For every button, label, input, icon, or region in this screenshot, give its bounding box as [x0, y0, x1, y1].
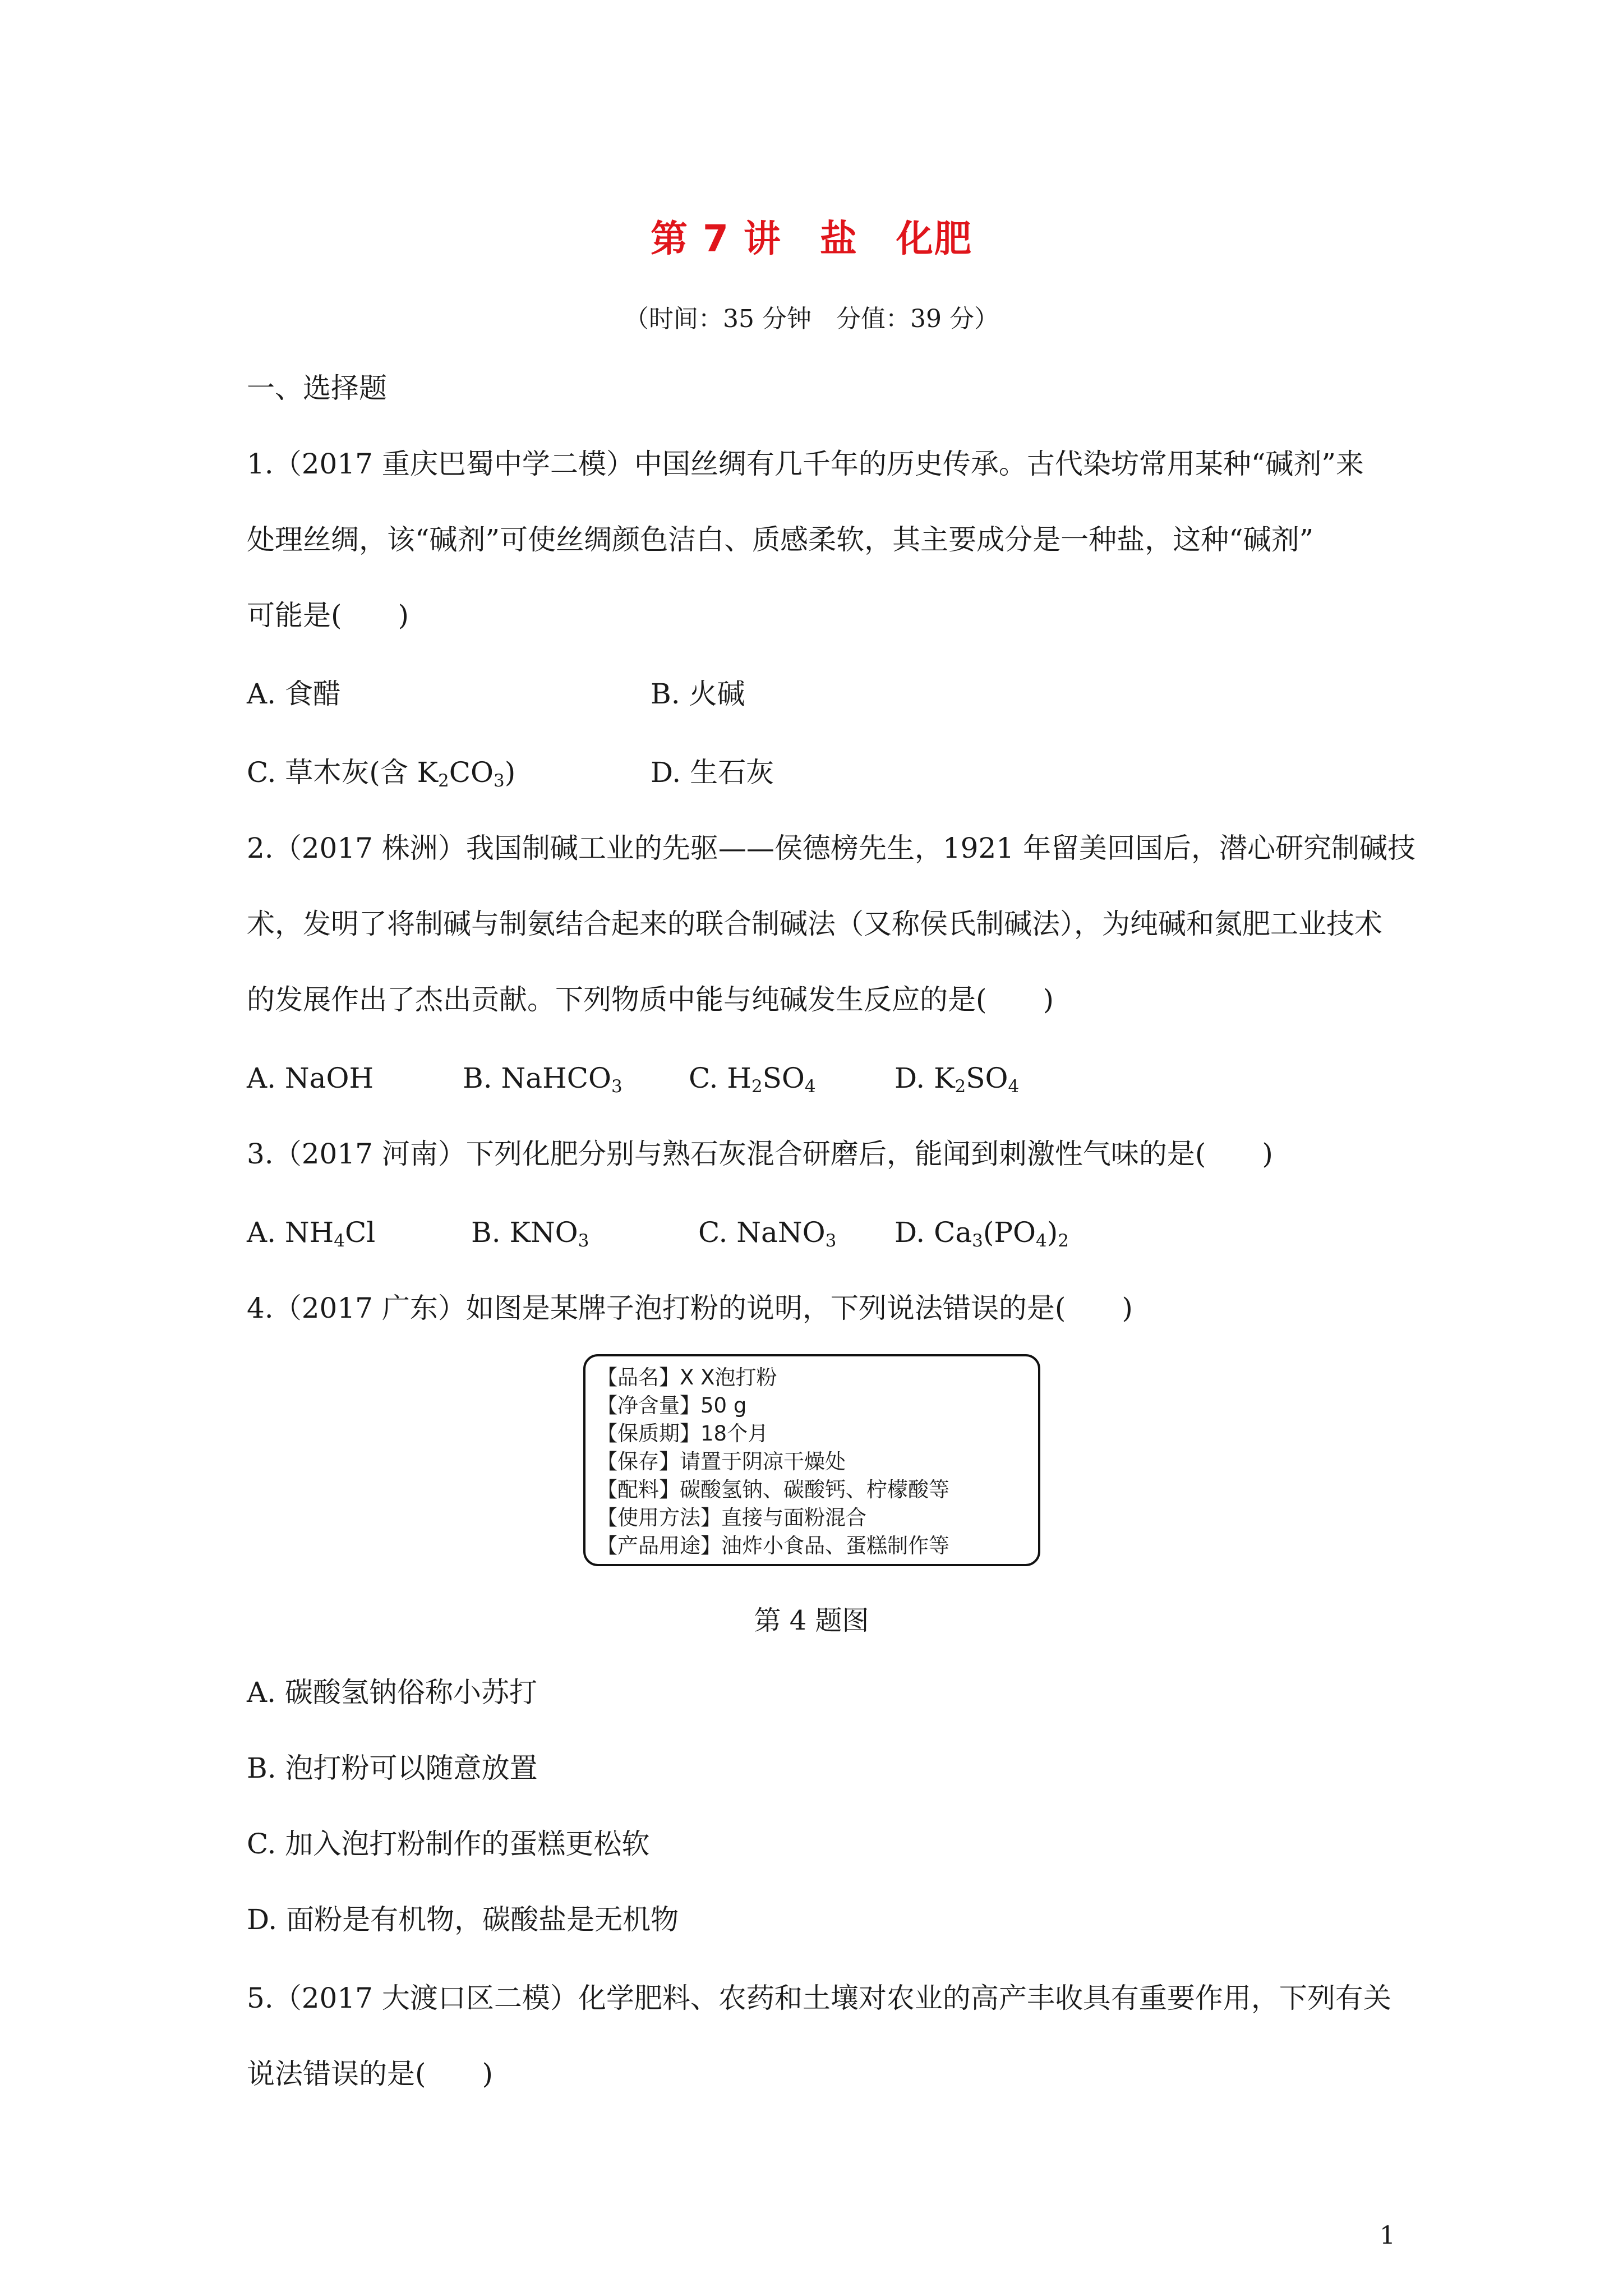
q4-option-d: D. 面粉是有机物，碳酸盐是无机物 [247, 1903, 679, 1936]
q1-option-b: B. 火碱 [651, 678, 745, 710]
figure-line: 【品名】X X泡打粉 [597, 1365, 777, 1389]
q5-line-2: 说法错误的是( ) [247, 2058, 494, 2090]
q3-option-b: B. $KNO_3$ [471, 1216, 589, 1251]
figure-line: 【配料】碳酸氢钠、碳酸钙、柠檬酸等 [597, 1478, 949, 1502]
baking-powder-label-figure [583, 1354, 1040, 1566]
page-title: 第 7 讲 盐 化肥 [651, 217, 972, 260]
q2-line-2: 术，发明了将制碱与制氨结合起来的联合制碱法（又称侯氏制碱法），为纯碱和氮肥工业技术 [247, 908, 1382, 940]
q1-line-2: 处理丝绸，该“碱剂”可使丝绸颜色洁白、质感柔软，其主要成分是一种盐，这种“碱剂” [247, 523, 1314, 556]
q2-line-1: 2.（2017 株洲）我国制碱工业的先驱——侯德榜先生，1921 年留美回国后，潜心研究制碱技 [247, 832, 1415, 864]
q1-option-c: C. 草木灰(含 $K_2CO_3$) [247, 756, 516, 791]
q2-option-b: B. NaHCO$_3$ [463, 1062, 623, 1097]
q1-line-3: 可能是( ) [247, 599, 409, 632]
q3-option-c: C. NaNO$_3$ [698, 1216, 837, 1251]
q3-option-d: D. $Ca_3(PO_4)_2$ [895, 1216, 1069, 1251]
figure-caption: 第 4 题图 [754, 1605, 869, 1636]
q2-option-c: C. $H_2SO_4$ [689, 1062, 816, 1097]
q2-line-3: 的发展作出了杰出贡献。下列物质中能与纯碱发生反应的是( ) [247, 983, 1054, 1016]
q3-option-a: A. $NH_4Cl$ [247, 1216, 376, 1251]
q4-option-a: A. 碳酸氢钠俗称小苏打 [247, 1676, 537, 1709]
q2-option-d: D. $K_2SO_4$ [895, 1062, 1020, 1097]
figure-line: 【保存】请置于阴凉干燥处 [597, 1450, 846, 1474]
q2-option-a: A. NaOH [247, 1062, 374, 1094]
q4-option-c: C. 加入泡打粉制作的蛋糕更松软 [247, 1828, 650, 1860]
figure-line: 【净含量】50 g [597, 1393, 747, 1418]
figure-line: 【保质期】18个月 [597, 1421, 769, 1446]
section-heading: 一、选择题 [247, 372, 387, 404]
q1-line-1: 1.（2017 重庆巴蜀中学二模）中国丝绸有几千年的历史传承。古代染坊常用某种“碱剂”来 [247, 448, 1364, 480]
q4-line-1: 4.（2017 广东）如图是某牌子泡打粉的说明，下列说法错误的是( ) [247, 1292, 1133, 1324]
q1-option-a: A. 食醋 [247, 678, 341, 710]
time-score-info: （时间：35 分钟 分值：39 分） [624, 305, 999, 333]
q1-option-d: D. 生石灰 [651, 756, 774, 789]
figure-line: 【产品用途】油炸小食品、蛋糕制作等 [597, 1534, 949, 1558]
page-number: 1 [1380, 2221, 1395, 2250]
q5-line-1: 5.（2017 大渡口区二模）化学肥料、农药和土壤对农业的高产丰收具有重要作用，下列有关 [247, 1982, 1391, 2014]
q4-option-b: B. 泡打粉可以随意放置 [247, 1752, 538, 1784]
figure-line: 【使用方法】直接与面粉混合 [597, 1506, 866, 1530]
q3-line-1: 3.（2017 河南）下列化肥分别与熟石灰混合研磨后，能闻到刺激性气味的是( ) [247, 1138, 1273, 1170]
